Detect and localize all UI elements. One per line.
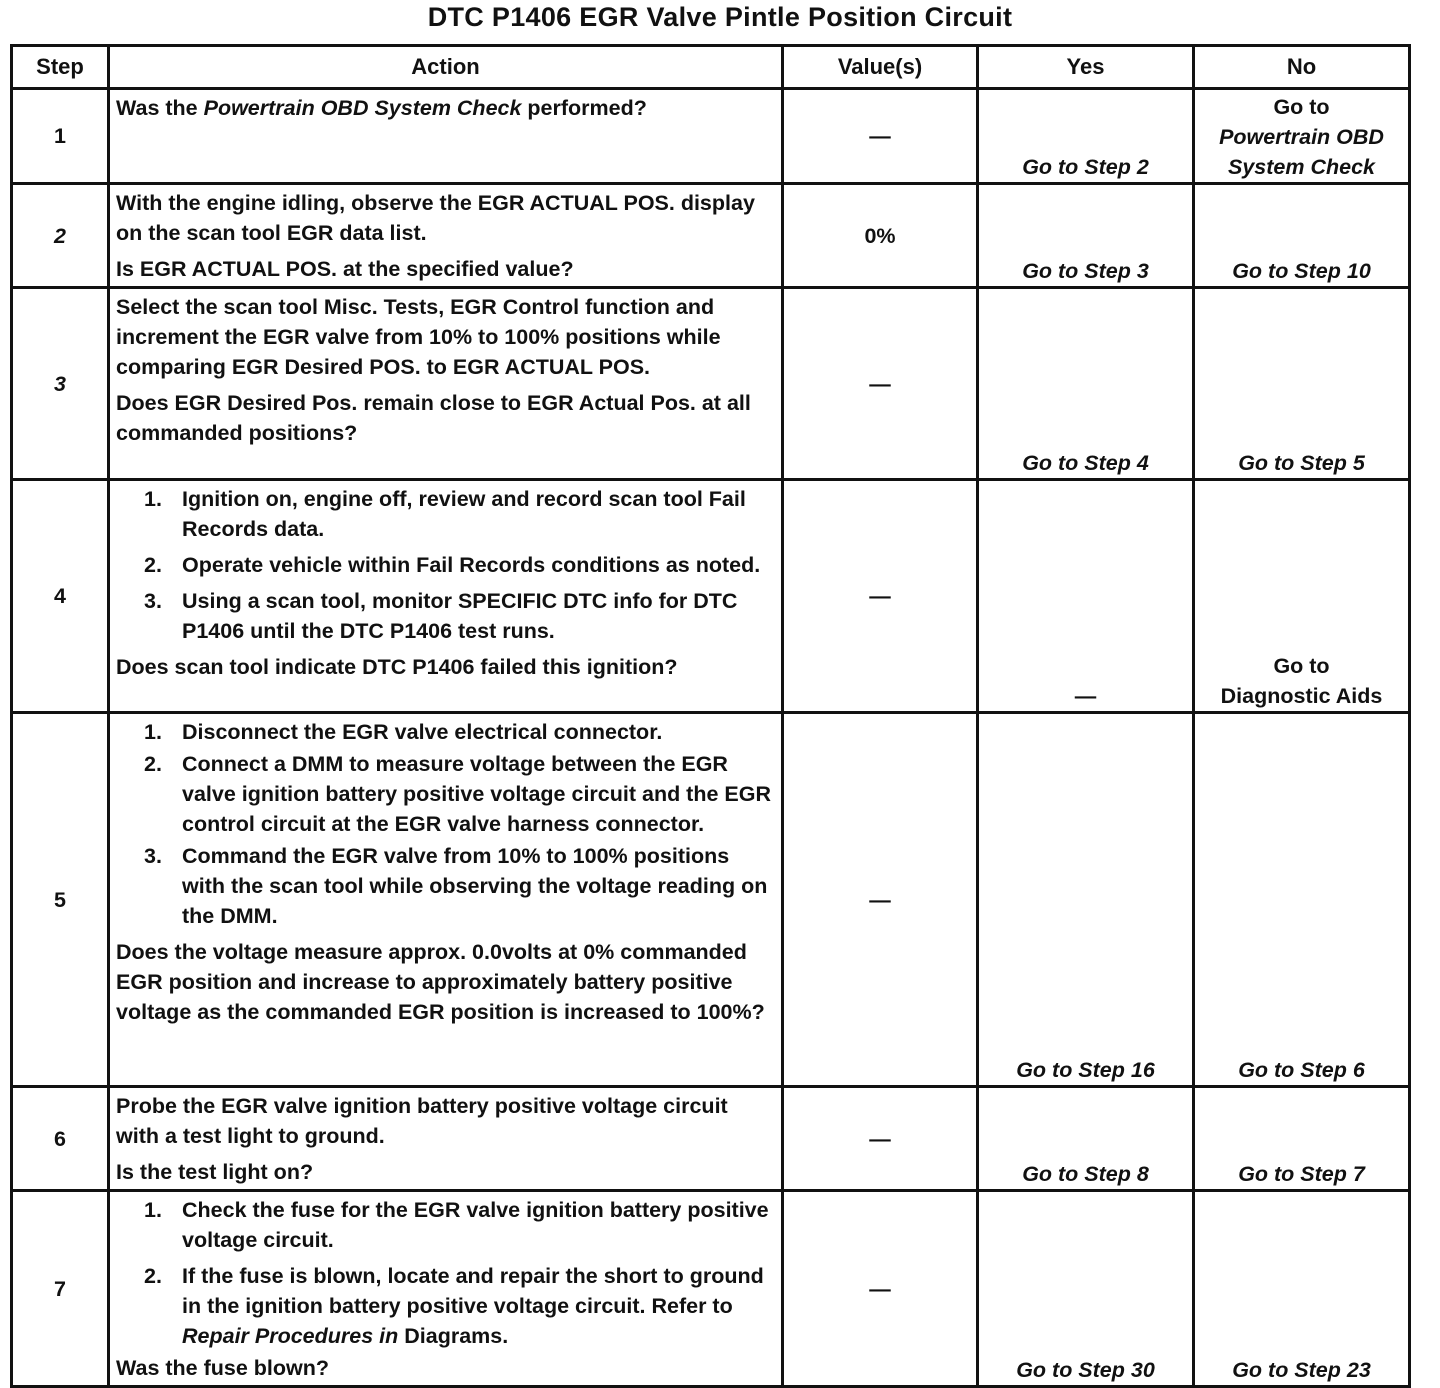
action-list [116,717,775,931]
no-cell: Go to Step 6 [1194,713,1410,1087]
action-cell [109,1087,783,1191]
list-item-text: Disconnect the EGR valve electrical connector. [182,720,663,744]
no-line: Go to [1273,654,1330,678]
no-line: Powertrain OBD [1219,125,1384,149]
header-action: Action [109,46,783,89]
list-item-text: Connect a DMM to measure voltage between the EGR valve ignition battery positive voltage circuit and the EGR control circuit at the EGR valve harness connector. [182,752,771,836]
step-number: 7 [12,1191,109,1387]
header-values: Value(s) [783,46,978,89]
header-row [12,46,1410,89]
action-cell [109,713,783,1087]
value-cell: 0% [783,184,978,288]
step-number: 5 [12,713,109,1087]
table-row [12,1191,1410,1387]
action-cell [109,480,783,713]
action-cell [109,184,783,288]
question-text: Is EGR ACTUAL POS. at the specified value? [116,257,574,281]
list-item: 3. Using a scan tool, monitor SPECIFIC DTC info for DTC P1406 until the DTC P1406 test runs. [144,589,738,643]
question-text: Does the voltage measure approx. 0.0volts at 0% commanded EGR position and increase to approximately battery positive voltage as the commanded EGR position is increased to 100%? [116,940,765,1024]
no-cell: Go to Step 10 [1194,184,1410,288]
action-list [116,1195,775,1351]
value-cell: — [783,480,978,713]
yes-cell: Go to Step 3 [978,184,1194,288]
list-item: 2. Connect a DMM to measure voltage between the EGR valve ignition battery positive voltage circuit and the EGR control circuit at the EGR valve harness connector. [144,752,771,836]
list-item: 1. Ignition on, engine off, review and record scan tool Fail Records data. [144,487,746,541]
table-row [12,184,1410,288]
no-line: Go to [1273,95,1330,119]
question-text: Does scan tool indicate DTC P1406 failed this ignition? [116,655,678,679]
value-cell: — [783,89,978,184]
page-title: DTC P1406 EGR Valve Pintle Position Circuit [427,2,1013,32]
table-row [12,713,1410,1087]
yes-cell: Go to Step 2 [978,89,1194,184]
list-item: 3. Command the EGR valve from 10% to 100% positions with the scan tool while observing the voltage reading on the DMM. [144,844,768,928]
table-row [12,89,1410,184]
list-item-text: Command the EGR valve from 10% to 100% positions with the scan tool while observing the voltage reading on the DMM. [182,844,768,928]
step-number: 2 [12,184,109,288]
table-row [12,288,1410,480]
question-text: Does EGR Desired Pos. remain close to EGR Actual Pos. at all commanded positions? [116,391,751,445]
yes-cell: Go to Step 16 [978,713,1194,1087]
no-cell: Go to Step 5 [1194,288,1410,480]
no-line: Diagnostic Aids [1220,684,1383,708]
list-item-text-em: Repair Procedures in [182,1324,399,1348]
step-number: 1 [12,89,109,184]
value-cell: — [783,288,978,480]
list-item: 2. If the fuse is blown, locate and repair the short to ground in the ignition battery positive voltage circuit. Refer to Repair Procedures in Diagrams. [144,1264,764,1348]
action-text-em: Powertrain OBD System Check [203,96,522,120]
list-item: 1. Check the fuse for the EGR valve ignition battery positive voltage circuit. [144,1198,769,1252]
action-text-post: performed? [521,96,647,120]
yes-cell: Go to Step 4 [978,288,1194,480]
table-row [12,1087,1410,1191]
action-cell [109,288,783,480]
yes-cell: Go to Step 8 [978,1087,1194,1191]
action-text: With the engine idling, observe the EGR ACTUAL POS. display on the scan tool EGR data list. [116,191,755,245]
list-item-text-post: Diagrams. [398,1324,509,1348]
action-text [116,93,775,123]
list-item-text: Ignition on, engine off, review and record scan tool Fail Records data. [182,487,746,541]
header-step: Step [12,46,109,89]
action-text: Select the scan tool Misc. Tests, EGR Control function and increment the EGR valve from 10% to 100% positions while comparing EGR Desired POS. to EGR ACTUAL POS. [116,295,721,379]
list-item: 1. Disconnect the EGR valve electrical connector. [144,720,663,744]
list-item-text: If the fuse is blown, locate and repair the short to ground in the ignition battery positive voltage circuit. Refer to [182,1264,764,1318]
question-text: Was the fuse blown? [116,1356,330,1380]
value-cell: — [783,1087,978,1191]
action-cell [109,1191,783,1387]
no-cell [1194,89,1410,184]
action-text-pre: Was the [116,96,204,120]
no-cell: Go to Step 23 [1194,1191,1410,1387]
no-cell: Go to Step 7 [1194,1087,1410,1191]
action-list [116,484,775,646]
list-item-text: Operate vehicle within Fail Records conditions as noted. [182,553,761,577]
diagnostic-table [10,44,1411,1388]
header-no: No [1194,46,1410,89]
list-item-text: Check the fuse for the EGR valve ignition battery positive voltage circuit. [182,1198,769,1252]
step-number: 4 [12,480,109,713]
yes-cell: Go to Step 30 [978,1191,1194,1387]
action-text: Probe the EGR valve ignition battery positive voltage circuit with a test light to ground. [116,1094,728,1148]
header-yes: Yes [978,46,1194,89]
step-number: 6 [12,1087,109,1191]
yes-cell: — [978,480,1194,713]
action-cell [109,89,783,184]
no-line: System Check [1228,155,1375,179]
list-item: 2. Operate vehicle within Fail Records conditions as noted. [144,553,761,577]
step-number: 3 [12,288,109,480]
no-cell [1194,480,1410,713]
value-cell: — [783,713,978,1087]
table-row [12,480,1410,713]
list-item-text: Using a scan tool, monitor SPECIFIC DTC info for DTC P1406 until the DTC P1406 test runs. [182,589,738,643]
value-cell: — [783,1191,978,1387]
question-text: Is the test light on? [116,1160,314,1184]
